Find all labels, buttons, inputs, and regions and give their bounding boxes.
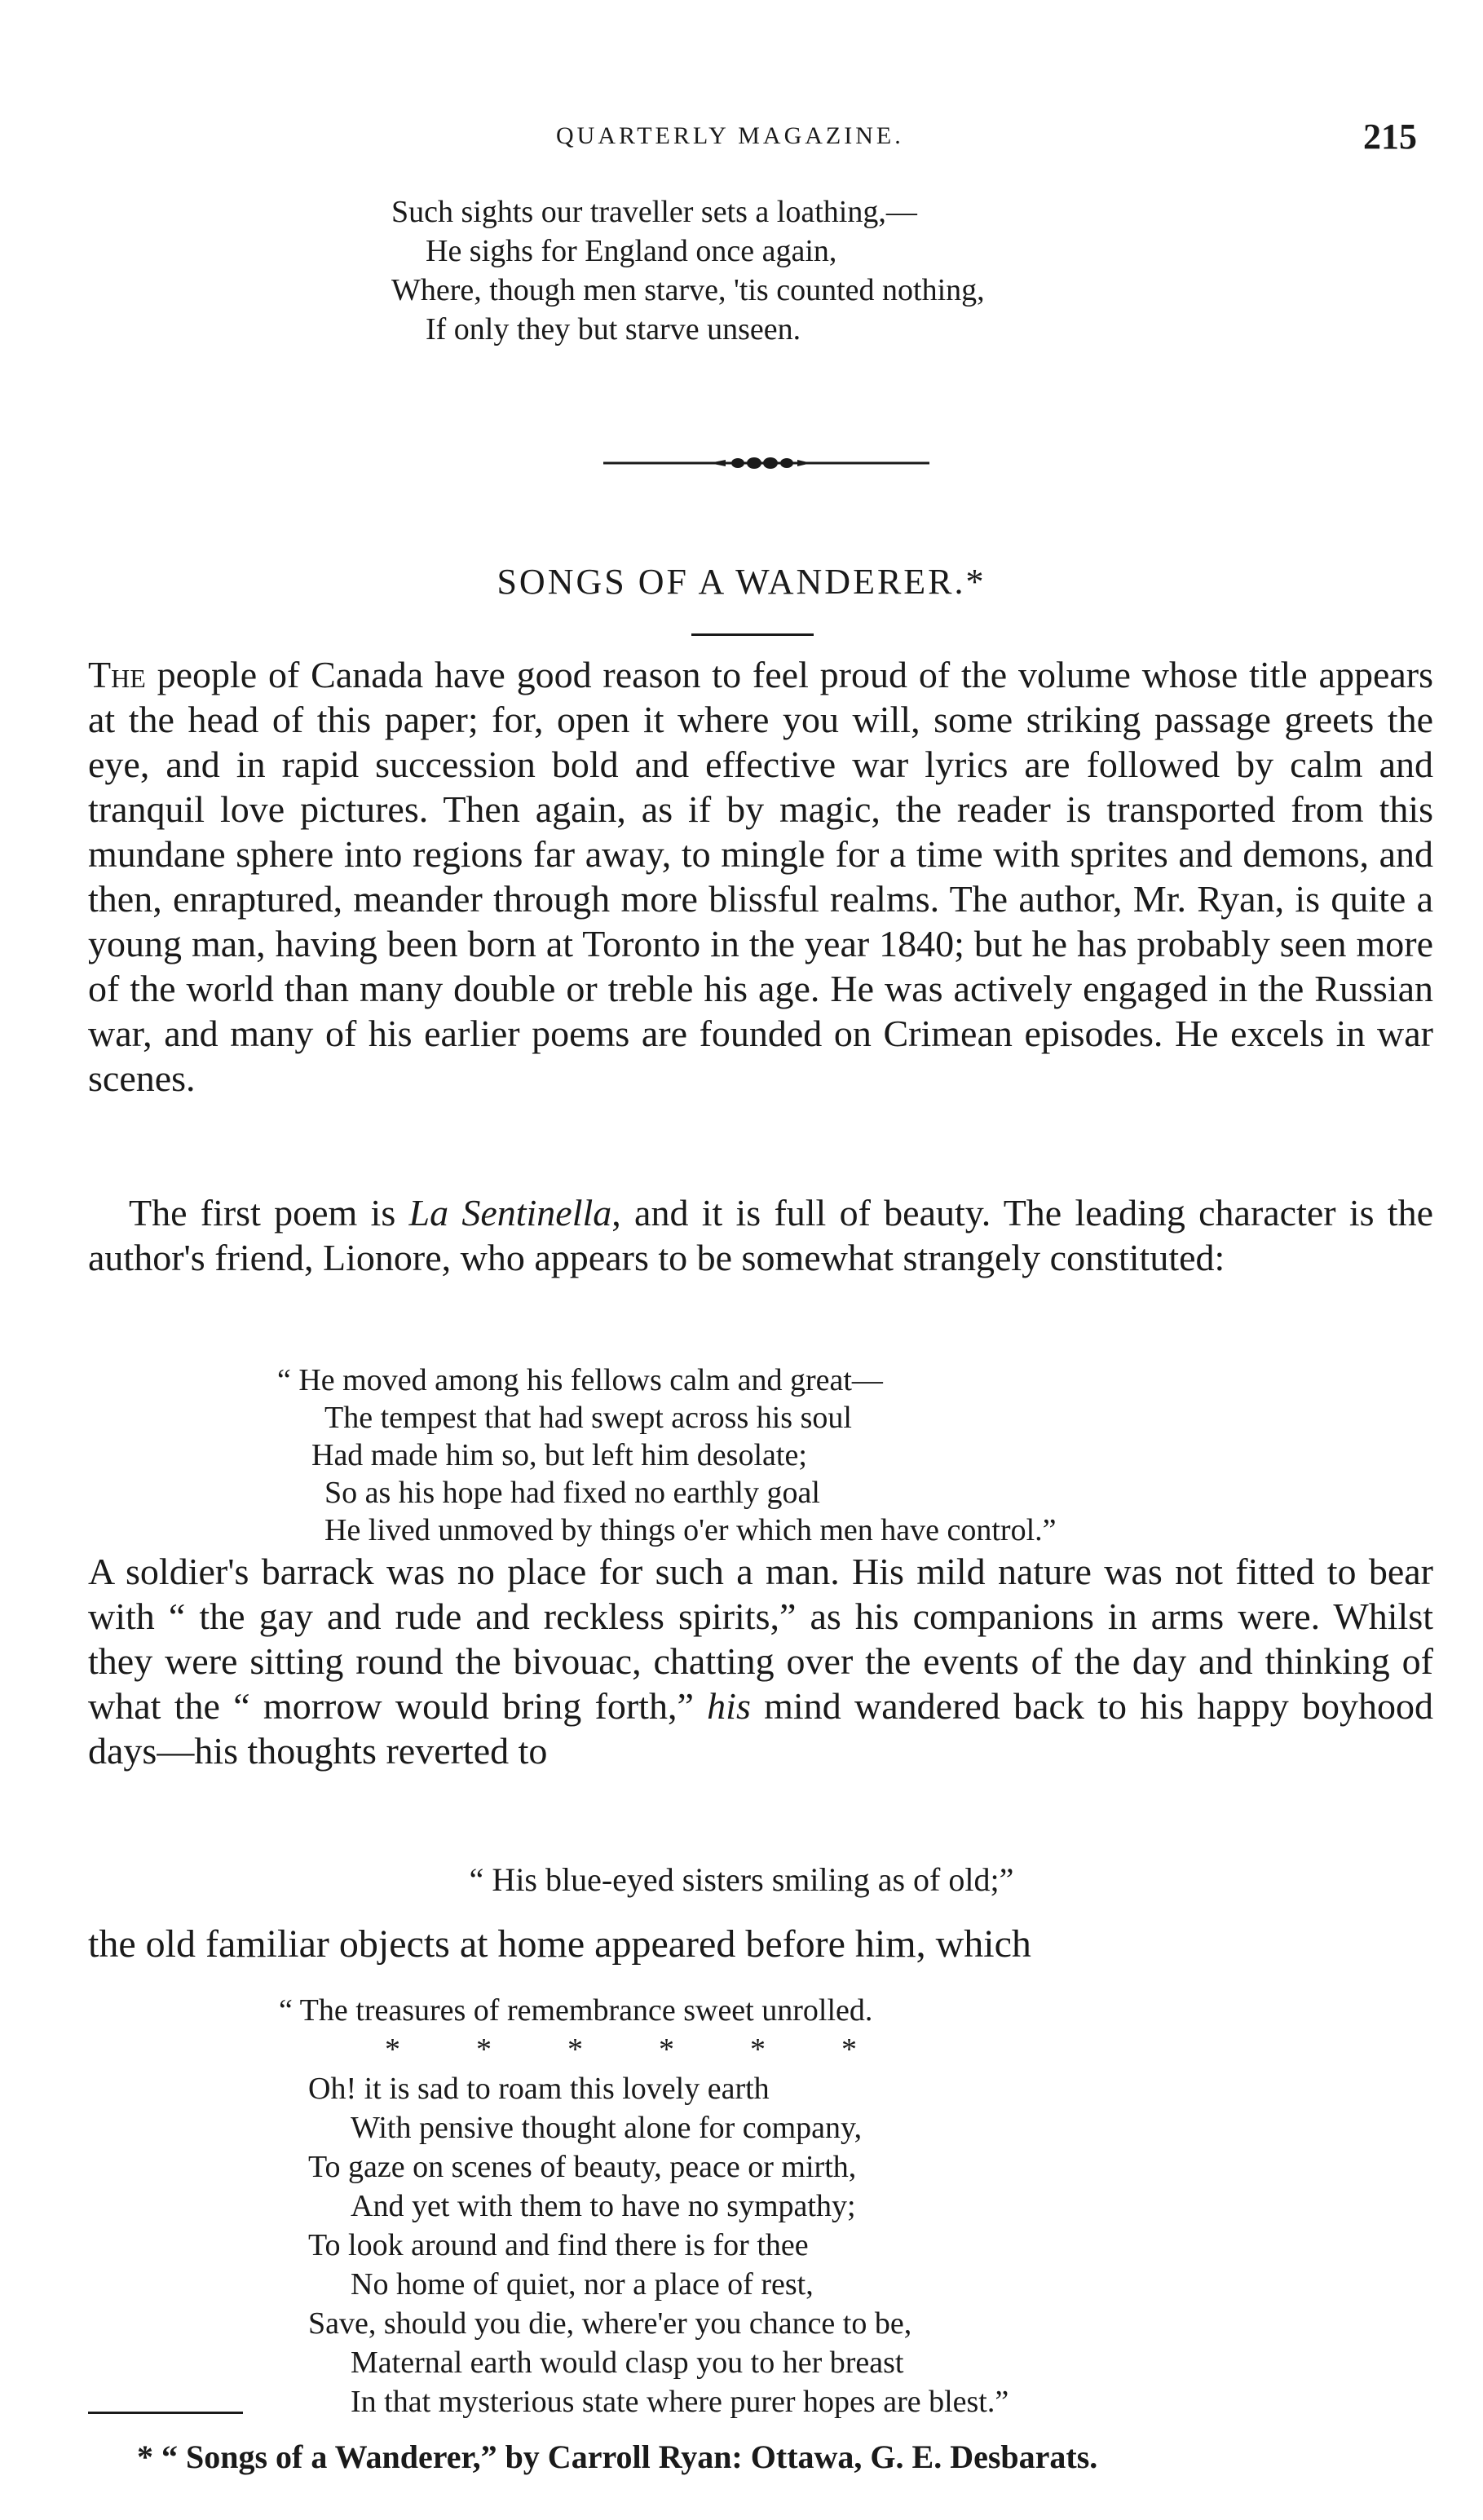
emphasis-word: his [707, 1685, 751, 1727]
paragraph-text: A soldier's barrack was no place for such a man. His mild nature was not fitted to bear with “ the gay and rude and reckless spirits,” as his companions in arms were. Whilst they were sitting round the bivouac, chatting over the events of the day and thinking of what the “ morrow would bring forth,” [88, 1551, 1433, 1727]
verse-line: “ He moved among his fellows calm and great— [277, 1363, 883, 1397]
lead-word: The [88, 654, 146, 695]
verse-line: The tempest that had swept across his soul [324, 1401, 852, 1435]
paragraph-familiar-objects: the old familiar objects at home appeared before him, which [88, 1922, 1031, 1966]
paragraph-first-poem [88, 1190, 1433, 1280]
asterisk: * [385, 2032, 400, 2067]
paragraph-intro [88, 652, 1433, 1101]
asterisk: * [659, 2032, 674, 2067]
verse-line: No home of quiet, nor a place of rest, [351, 2267, 814, 2302]
section-ornament [603, 455, 929, 471]
footnote-rule [88, 2412, 243, 2414]
paragraph-text: , and it is full of beauty. The leading character is the author's friend, Lionore, who appears to be somewhat strangely constituted: [88, 1192, 1433, 1278]
page-number: 215 [1363, 117, 1417, 157]
verse-line: So as his hope had fixed no earthly goal [324, 1476, 820, 1510]
asterism [279, 2030, 1009, 2069]
verse-line: If only they but starve unseen. [426, 312, 801, 346]
asterisk: * [567, 2032, 583, 2067]
title-underline [691, 633, 814, 636]
running-head [0, 117, 1483, 171]
asterisk: * [750, 2032, 766, 2067]
verse-line: In that mysterious state where purer hopes are blest.” [351, 2385, 1009, 2419]
verse-line: Where, though men starve, 'tis counted nothing, [391, 273, 985, 307]
verse-line: To gaze on scenes of beauty, peace or mirth, [308, 2150, 857, 2184]
paragraph-barrack [88, 1549, 1433, 1773]
paragraph-text: mind wandered back to his happy boyhood days—his thoughts reverted to [88, 1685, 1433, 1772]
quoted-stanza [277, 1362, 1057, 1549]
asterisk: * [841, 2032, 857, 2067]
poem-title: La Sentinella [408, 1192, 612, 1234]
verse-line: With pensive thought alone for company, [351, 2111, 863, 2145]
verse-line: Maternal earth would clasp you to her breast [351, 2346, 904, 2380]
quoted-line: “ His blue-eyed sisters smiling as of old;” [469, 1861, 1014, 1898]
verse-line: Oh! it is sad to roam this lovely earth [308, 2072, 770, 2106]
verse-line: Save, should you die, where'er you chance to be, [308, 2306, 912, 2341]
footnote: * “ Songs of a Wanderer,” by Carroll Ryan: Ottawa, G. E. Desbarats. [137, 2438, 1098, 2475]
closing-stanza [279, 1991, 1009, 2421]
verse-line: Such sights our traveller sets a loathing,— [391, 195, 917, 229]
verse-line: And yet with them to have no sympathy; [351, 2189, 856, 2223]
verse-line: “ The treasures of remembrance sweet unrolled. [279, 1993, 873, 2028]
paragraph-text: The first poem is [129, 1192, 409, 1234]
asterisk: * [476, 2032, 492, 2067]
verse-line: Had made him so, but left him desolate; [311, 1438, 807, 1472]
verse-line: He sighs for England once again, [426, 234, 837, 268]
verse-line: To look around and find there is for thee [308, 2228, 809, 2262]
verse-line: He lived unmoved by things o'er which men have control.” [324, 1513, 1057, 1547]
opening-verse [391, 192, 985, 349]
running-title: QUARTERLY MAGAZINE. [556, 122, 904, 149]
paragraph-text: people of Canada have good reason to feel proud of the volume whose title appears at the head of this paper; for, open it where you will, some striking passage greets the eye, and in rapid succession bold and effective war lyrics are followed by calm and tranquil love pictures. Then again, as if by magic, the reader is transported from this mundane sphere into regions far away, to mingle for a time with sprites and demons, and then, enraptured, meander through more blissful realms. The author, Mr. Ryan, is quite a young man, having been born at Toronto in the year 1840; but he has probably seen more of the world than many double or treble his age. He was actively engaged in the Russian war, and many of his earlier poems are founded on Crimean episodes. He excels in war scenes. [88, 654, 1433, 1099]
article-title: SONGS OF A WANDERER.* [497, 562, 986, 602]
